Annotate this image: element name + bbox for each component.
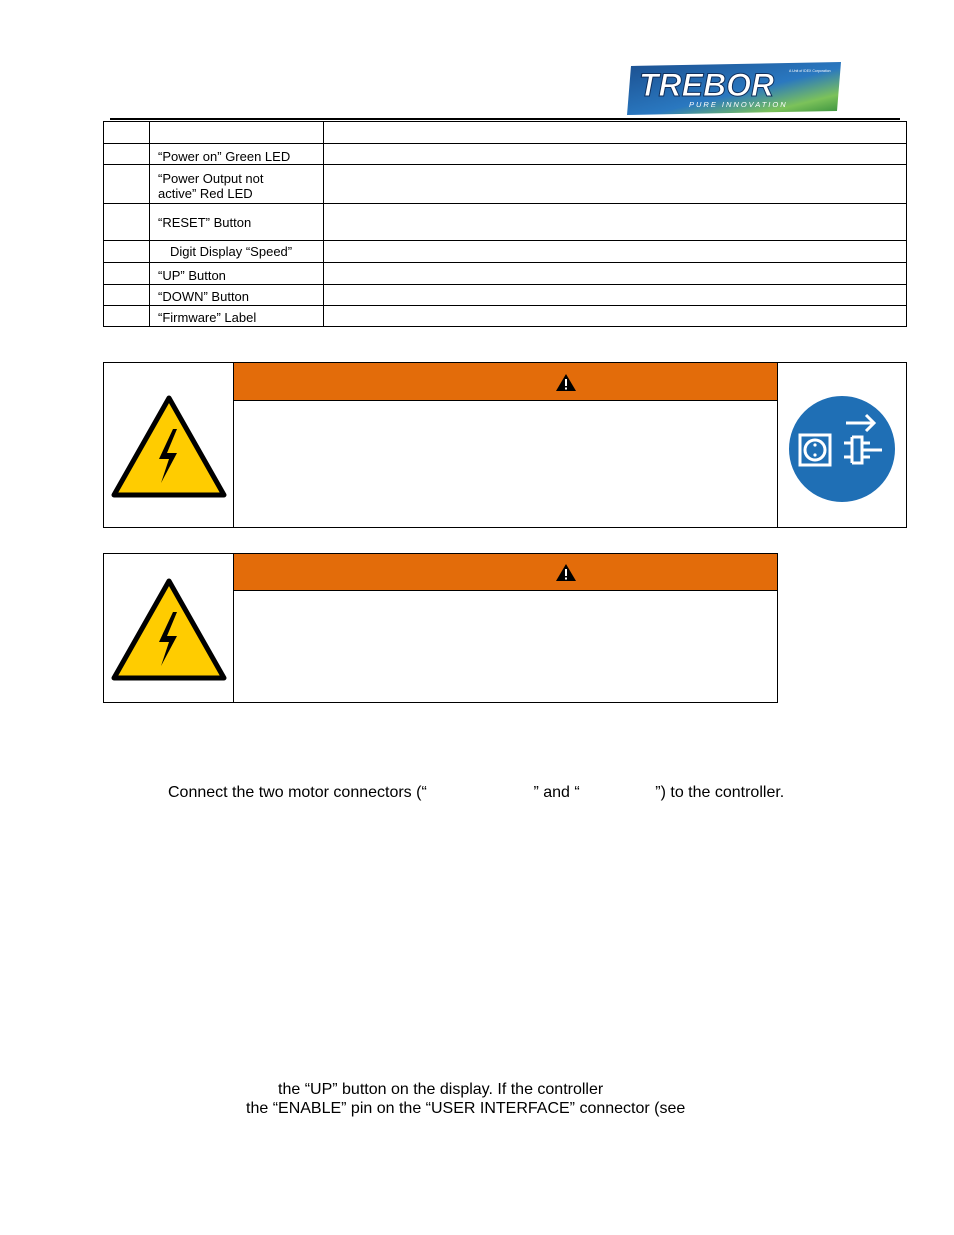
table-row <box>104 204 907 241</box>
table-row <box>104 263 907 285</box>
logo-subtext: A Unit of IDEX Corporation <box>789 69 831 73</box>
controls-table <box>103 121 907 327</box>
row-label: “Power on” Green LED <box>150 144 324 165</box>
warning-box-1 <box>103 362 907 528</box>
row-description <box>324 285 907 306</box>
table-row <box>104 122 907 144</box>
table-row <box>104 241 907 263</box>
table-row <box>104 144 907 165</box>
row-label: “Firmware” Label <box>150 306 324 327</box>
row-number <box>104 144 150 165</box>
row-label <box>150 122 324 144</box>
row-label: “DOWN” Button <box>150 285 324 306</box>
row-number <box>104 306 150 327</box>
row-description <box>324 144 907 165</box>
row-description <box>324 165 907 204</box>
warning-header <box>234 554 777 591</box>
electrical-hazard-icon <box>111 578 227 682</box>
warning-box-2 <box>103 553 778 703</box>
row-number <box>104 122 150 144</box>
row-description <box>324 204 907 241</box>
electrical-hazard-icon <box>111 395 227 499</box>
row-label: “UP” Button <box>150 263 324 285</box>
row-label: “RESET” Button <box>150 204 324 241</box>
row-number <box>104 285 150 306</box>
instruction-up-button: the “UP” button on the display. If the controller <box>278 1081 604 1098</box>
caution-icon <box>555 563 577 582</box>
instruction-enable-pin: the “ENABLE” pin on the “USER INTERFACE” connector (see <box>246 1100 686 1117</box>
row-number <box>104 241 150 263</box>
trebor-logo <box>627 62 841 115</box>
logo-text: TREBOR <box>639 67 775 103</box>
row-label: “Power Output not active” Red LED <box>150 165 324 204</box>
row-description <box>324 241 907 263</box>
table-row <box>104 285 907 306</box>
row-number <box>104 165 150 204</box>
row-number <box>104 204 150 241</box>
table-row <box>104 306 907 327</box>
warning-header <box>234 363 777 401</box>
row-label: Digit Display “Speed” <box>150 241 324 263</box>
warning-icon-cell <box>104 363 234 527</box>
warning-icon-cell <box>104 554 234 702</box>
logo-tagline: PURE INNOVATION <box>689 100 788 109</box>
instruction-connect-motors: Connect the two motor connectors (“ ” and “ ”) to the controller. <box>168 784 785 801</box>
disconnect-mains-plug-icon <box>786 393 898 505</box>
caution-icon <box>555 373 577 392</box>
table-row <box>104 165 907 204</box>
row-number <box>104 263 150 285</box>
row-description <box>324 263 907 285</box>
row-description <box>324 306 907 327</box>
header-rule <box>110 118 900 120</box>
mandatory-icon-cell <box>777 363 906 527</box>
row-description <box>324 122 907 144</box>
